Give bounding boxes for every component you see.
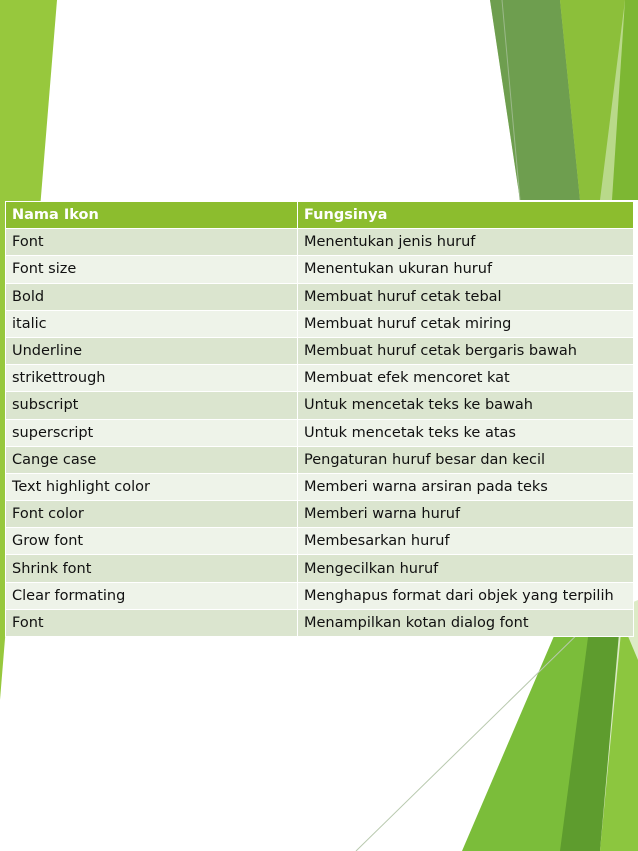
table-row bbox=[6, 337, 634, 364]
cell-function: Membuat huruf cetak miring bbox=[298, 310, 634, 337]
header-icon-name: Nama Ikon bbox=[6, 202, 298, 229]
cell-icon-name: Bold bbox=[6, 283, 298, 310]
cell-icon-name: Underline bbox=[6, 337, 298, 364]
icon-function-table bbox=[5, 201, 634, 637]
table-row bbox=[6, 229, 634, 256]
icon-function-table-container bbox=[5, 201, 633, 637]
cell-function: Menampilkan kotan dialog font bbox=[298, 609, 634, 636]
table-row bbox=[6, 555, 634, 582]
cell-function: Menghapus format dari objek yang terpilih bbox=[298, 582, 634, 609]
cell-function: Membuat efek mencoret kat bbox=[298, 365, 634, 392]
table-row bbox=[6, 528, 634, 555]
cell-function: Pengaturan huruf besar dan kecil bbox=[298, 446, 634, 473]
cell-icon-name: subscript bbox=[6, 392, 298, 419]
table-row bbox=[6, 419, 634, 446]
cell-function: Memberi warna arsiran pada teks bbox=[298, 473, 634, 500]
cell-function: Membuat huruf cetak tebal bbox=[298, 283, 634, 310]
cell-icon-name: superscript bbox=[6, 419, 298, 446]
cell-icon-name: Cange case bbox=[6, 446, 298, 473]
table-row bbox=[6, 256, 634, 283]
cell-function: Memberi warna huruf bbox=[298, 501, 634, 528]
table-row bbox=[6, 310, 634, 337]
cell-function: Untuk mencetak teks ke bawah bbox=[298, 392, 634, 419]
cell-icon-name: strikettrough bbox=[6, 365, 298, 392]
cell-icon-name: Shrink font bbox=[6, 555, 298, 582]
table-row bbox=[6, 283, 634, 310]
cell-icon-name: italic bbox=[6, 310, 298, 337]
cell-function: Membesarkan huruf bbox=[298, 528, 634, 555]
cell-function: Mengecilkan huruf bbox=[298, 555, 634, 582]
cell-function: Menentukan jenis huruf bbox=[298, 229, 634, 256]
table-row bbox=[6, 446, 634, 473]
table-header-row bbox=[6, 202, 634, 229]
table-row bbox=[6, 582, 634, 609]
cell-icon-name: Text highlight color bbox=[6, 473, 298, 500]
cell-function: Untuk mencetak teks ke atas bbox=[298, 419, 634, 446]
cell-icon-name: Font size bbox=[6, 256, 298, 283]
table-row bbox=[6, 501, 634, 528]
cell-icon-name: Font bbox=[6, 229, 298, 256]
table-row bbox=[6, 392, 634, 419]
cell-icon-name: Font color bbox=[6, 501, 298, 528]
table-row bbox=[6, 473, 634, 500]
cell-icon-name: Font bbox=[6, 609, 298, 636]
cell-function: Membuat huruf cetak bergaris bawah bbox=[298, 337, 634, 364]
header-function: Fungsinya bbox=[298, 202, 634, 229]
table-row bbox=[6, 365, 634, 392]
cell-icon-name: Clear formating bbox=[6, 582, 298, 609]
cell-icon-name: Grow font bbox=[6, 528, 298, 555]
table-row bbox=[6, 609, 634, 636]
cell-function: Menentukan ukuran huruf bbox=[298, 256, 634, 283]
